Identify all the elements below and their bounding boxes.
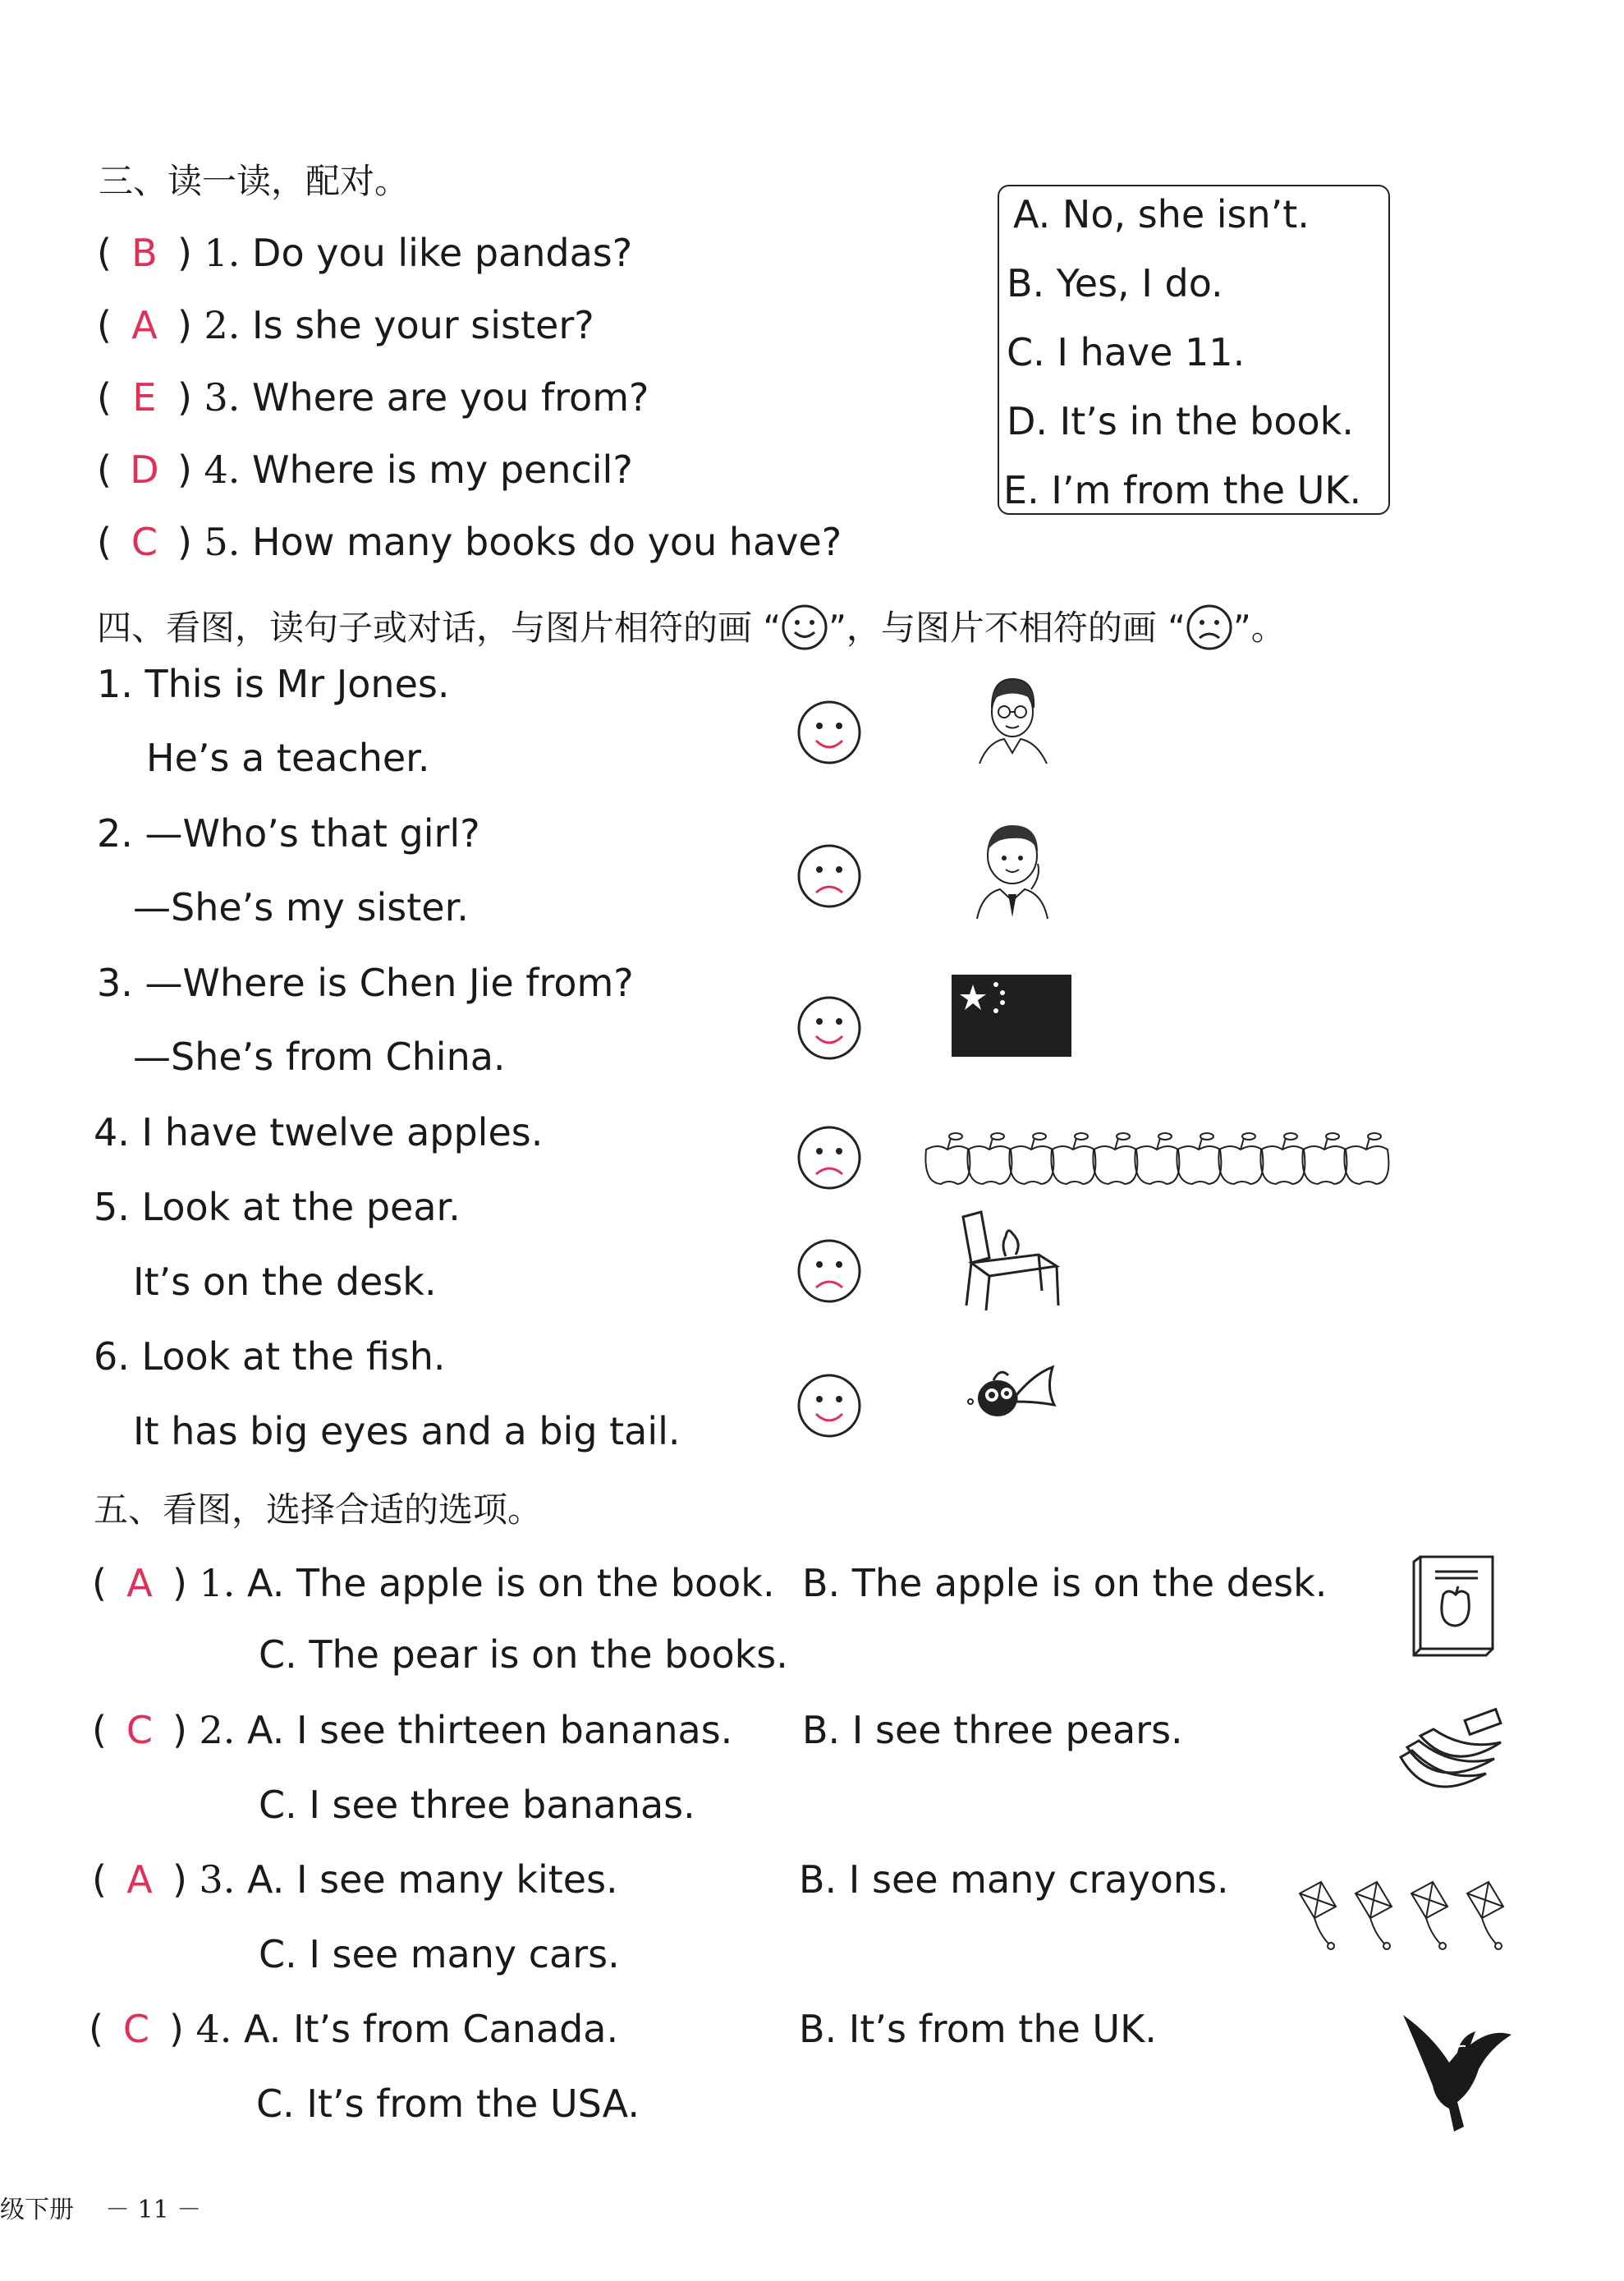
choice-3-option-b: B. I see many crayons.	[799, 1857, 1229, 1902]
statement-4-line1: 4. I have twelve apples.	[94, 1110, 544, 1154]
choice-4-option-c: C. It’s from the USA.	[256, 2081, 640, 2126]
frown-icon	[796, 1125, 862, 1191]
answer-4: D	[130, 447, 159, 492]
statement-1-line2: He’s a teacher.	[146, 736, 430, 780]
boy-icon	[967, 819, 1057, 921]
choice-question-1: ( A ) 1. A. The apple is on the book.	[92, 1561, 775, 1605]
bananas-icon	[1396, 1708, 1511, 1806]
answer-5: C	[131, 520, 158, 564]
frown-icon	[1186, 604, 1233, 651]
section3-title: 三、读一读，配对。	[99, 161, 410, 201]
option-e: E. I’m from the UK.	[1003, 468, 1362, 512]
statement-1-line1: 1. This is Mr Jones.	[97, 662, 450, 706]
choice-answer-3: A	[126, 1857, 153, 1902]
choice-3-option-c: C. I see many cars.	[259, 1932, 620, 1976]
frown-icon	[796, 843, 862, 909]
option-d: D. It’s in the book.	[1007, 399, 1354, 443]
kites-icon	[1291, 1877, 1513, 1959]
match-question-2: ( A ) 2. Is she your sister?	[97, 303, 594, 347]
match-question-5: ( C ) 5. How many books do you have?	[97, 520, 842, 564]
statement-3-line2: —She’s from China.	[133, 1035, 506, 1079]
choice-answer-4: C	[122, 2007, 150, 2051]
frown-icon	[796, 1238, 862, 1304]
page-number: － 11 －	[105, 2196, 202, 2224]
choice-1-option-c: C. The pear is on the books.	[259, 1632, 788, 1677]
match-question-1: ( B ) 1. Do you like pandas?	[97, 231, 633, 275]
choice-1-option-b: B. The apple is on the desk.	[802, 1561, 1328, 1605]
choice-4-option-b: B. It’s from the UK.	[799, 2007, 1157, 2051]
match-question-3: ( E ) 3. Where are you from?	[97, 375, 649, 420]
statement-2-line2: —She’s my sister.	[133, 885, 469, 929]
smile-icon	[796, 700, 862, 765]
statement-2-line1: 2. —Who’s that girl?	[97, 811, 480, 856]
option-a: A. No, she isn’t.	[1013, 192, 1310, 236]
china-flag-icon	[952, 975, 1071, 1057]
apples-icon	[920, 1125, 1429, 1191]
man-with-glasses-icon	[971, 675, 1053, 765]
choice-question-4: ( C ) 4. A. It’s from Canada.	[89, 2007, 619, 2051]
option-c: C. I have 11.	[1007, 330, 1246, 374]
eagle-icon	[1400, 2012, 1515, 2135]
chair-with-pear-icon	[957, 1209, 1063, 1311]
choice-2-option-c: C. I see three bananas.	[259, 1783, 695, 1827]
choice-answer-1: A	[126, 1561, 153, 1605]
footer-book-label: 级下册	[0, 2196, 74, 2224]
choice-question-3: ( A ) 3. A. I see many kites.	[92, 1857, 618, 1902]
answer-1: B	[131, 231, 158, 275]
choice-2-option-b: B. I see three pears.	[802, 1708, 1183, 1752]
option-b: B. Yes, I do.	[1007, 261, 1223, 305]
fish-icon	[961, 1359, 1059, 1433]
statement-6-line1: 6. Look at the fish.	[94, 1334, 446, 1379]
answer-2: A	[131, 303, 158, 347]
section5-title: 五、看图，选择合适的选项。	[94, 1489, 543, 1530]
choice-answer-2: C	[126, 1708, 154, 1752]
section4-title: 四、看图，读句子或对话，与图片相符的画 “ ”，与图片不相符的画 “ ”。	[97, 604, 1286, 651]
choice-question-2: ( C ) 2. A. I see thirteen bananas.	[92, 1708, 733, 1752]
match-question-4: ( D ) 4. Where is my pencil?	[97, 447, 633, 492]
book-with-apple-icon	[1411, 1554, 1501, 1660]
smile-icon	[781, 604, 828, 651]
statement-6-line2: It has big eyes and a big tail.	[133, 1409, 681, 1453]
answer-3: E	[132, 375, 157, 420]
statement-3-line1: 3. —Where is Chen Jie from?	[97, 961, 634, 1005]
statement-5-line1: 5. Look at the pear.	[94, 1185, 461, 1229]
smile-icon	[796, 1373, 862, 1439]
statement-5-line2: It’s on the desk.	[133, 1260, 437, 1304]
smile-icon	[796, 995, 862, 1061]
